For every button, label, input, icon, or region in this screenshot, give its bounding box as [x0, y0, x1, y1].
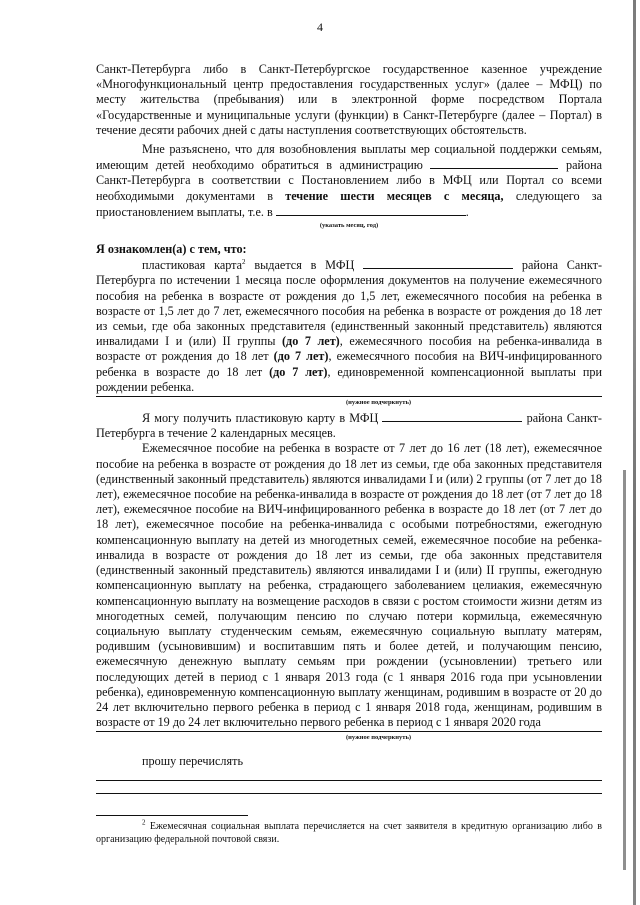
- card-issue-text-d: , единовременной компенсационной выплаты при рождении ребенка.: [96, 364, 602, 394]
- card-issue-text-a: Санкт-Петербурга по истечении 1 месяца после оформления документов на получение ежемесячного пособия на ребенка в возрасте от рождения до 1,5 лет, ежемесячного пособия на ребенка в возрасте от 1,5 лет до 7 лет, ежемесячного пособия на ребенка в возрасте от рождения до 18 лет из семьи, где оба законных представителя (единственный законный представитель) являются инвалидами I и (или) II группы: [96, 258, 603, 349]
- paragraph-card-issue: [96, 257, 602, 395]
- scan-edge-shadow: [633, 0, 636, 905]
- underline-caption-2: (нужное подчеркнуть): [346, 734, 412, 742]
- document-body: [96, 62, 602, 794]
- card-issue-suffix: района: [521, 258, 558, 273]
- acknowledgement-heading: Я ознакомлен(а) с тем, что:: [96, 242, 247, 257]
- card-pickup-suffix: района: [526, 411, 563, 426]
- card-issue-bold-a: (до 7 лет): [281, 334, 340, 349]
- transfer-field-line-2[interactable]: [96, 781, 602, 794]
- footnote-text: Ежемесячная социальная выплата перечисляется на счет заявителя в кредитную организацию либо в организацию федеральной почтовой связи.: [96, 821, 602, 845]
- card-issue-prefix: пластиковая карта: [142, 258, 243, 273]
- card-issue-text-c: , ежемесячного пособия на ВИЧ-инфицированного ребенка в возрасте до 18 лет: [96, 349, 603, 379]
- card-pickup-cont: Санкт-Петербурга в течение 2 календарных месяцев.: [96, 411, 602, 441]
- scan-edge-shadow-2: [623, 470, 626, 870]
- underline-caption-1: (нужное подчеркнуть): [346, 399, 412, 407]
- resumption-text-cont: района Санкт-Петербурга в соответствии с Постановлением либо в МФЦ или Портал со всеми необходимыми документами в: [96, 158, 603, 203]
- underline-rule-1: [96, 396, 602, 397]
- page-number: 4: [317, 20, 323, 34]
- underline-rule-2: [96, 731, 602, 732]
- resumption-deadline: течение шести месяцев с месяца,: [285, 188, 504, 203]
- footnote-ref: 2: [242, 258, 246, 267]
- month-year-caption: (указать месяц, год): [319, 222, 379, 230]
- administration-field[interactable]: [430, 157, 558, 169]
- paragraph-card-pickup: [96, 410, 602, 441]
- footnote-mark: 2: [142, 818, 146, 827]
- transfer-label: прошу перечислять: [142, 754, 243, 769]
- card-issue-bold-c: (до 7 лет): [269, 364, 328, 379]
- footnote: [96, 820, 602, 846]
- paragraph-mfc-notice: Санкт-Петербурга либо в Санкт-Петербургское государственное казенное учреждение «Многофункциональный центр предоставления государственных услуг» (далее – МФЦ) по месту жительства (пребывания) или в электронной форме посредством Портала «Государственные и муниципальные услуги (функции) в Санкт-Петербурге (далее – Портал) в течение десяти рабочих дней с даты наступления соответствующих обстоятельств.: [96, 62, 602, 137]
- mfc-district-field-1[interactable]: [363, 257, 513, 269]
- footnote-separator: [96, 815, 248, 816]
- mfc-district-field-2[interactable]: [382, 410, 522, 422]
- card-issue-text-b: , ежемесячного пособия на ребенка-инвалида в возрасте от рождения до 18 лет: [96, 334, 602, 364]
- card-issue-bold-b: (до 7 лет): [273, 349, 329, 364]
- paragraph-benefits-list: Ежемесячное пособие на ребенка в возрасте от 7 лет до 16 лет (18 лет), ежемесячное пособие на ребенка в возрасте от рождения до 18 лет из семьи, где оба законных представителя (единственный законный представитель) являются инвалидами I и (или) 2 группы (от 7 лет до 18 лет), ежемесячное пособие на ребенка-инвалида в возрасте от рождения до 18 лет (от 7 лет до 18 лет), ежемесячное пособие на ВИЧ-инфицированного ребенка в возрасте до 18 лет (от 7 лет до 18 лет), ежемесячное пособие на ребенка-инвалида с особыми потребностями, ежегодную компенсационную выплату на детей из многодетных семей, ежемесячное пособие на ребенка-инвалида в возрасте от рождения до 18 лет из семьи, где оба законных представителя (единственный законный представитель) являются инвалидами I и (или) II группы, ежегодную компенсационную выплату на ребенка, страдающего заболеванием целиакия, ежемесячную компенсационную выплату на возмещение расходов в связи с ростом стоимости жизни детям из многодетных семей, получающим пенсию по случаю потери кормильца, ежемесячную социальную выплату студенческим семьям, ежемесячную социальную выплату матерям, родившим (усыновившим) и воспитавшим пять и более детей, и получающим пенсию, ежемесячную денежную выплату семьям при рождении (усыновлении) третьего или последующих детей в период с 1 января 2013 года (с 1 января 2016 года при усыновлении ребенка), единовременную компенсационную выплату женщинам, родившим в возрасте от 20 до 24 лет включительно первого ребенка в период с 1 января 2018 года, женщинам, родившим в возрасте от 19 до 24 лет включительно первого ребенка в период с 1 января 2020 года: [96, 441, 602, 730]
- card-pickup-prefix: Я могу получить пластиковую карту в МФЦ: [142, 411, 379, 426]
- month-year-field[interactable]: [276, 204, 466, 216]
- resumption-text-end: следующего за приостановлением выплаты, т.е. в: [96, 188, 603, 219]
- resumption-text-start: Мне разъяснено, что для возобновления выплаты мер социальной поддержки семьям, имеющим детей необходимо обратиться в администрацию: [96, 142, 602, 173]
- paragraph-resumption: Мне разъяснено, что для возобновления выплаты мер социальной поддержки семьям, имеющим детей необходимо обратиться в администрацию района Санкт-Петербурга в соответствии с Постановлением либо в МФЦ или Портал со всеми необходимыми документами в течение шести месяцев с месяца, следующего за приостановлением выплаты, т.е. в .: [96, 142, 603, 219]
- card-issue-mid: выдается в МФЦ: [254, 258, 355, 273]
